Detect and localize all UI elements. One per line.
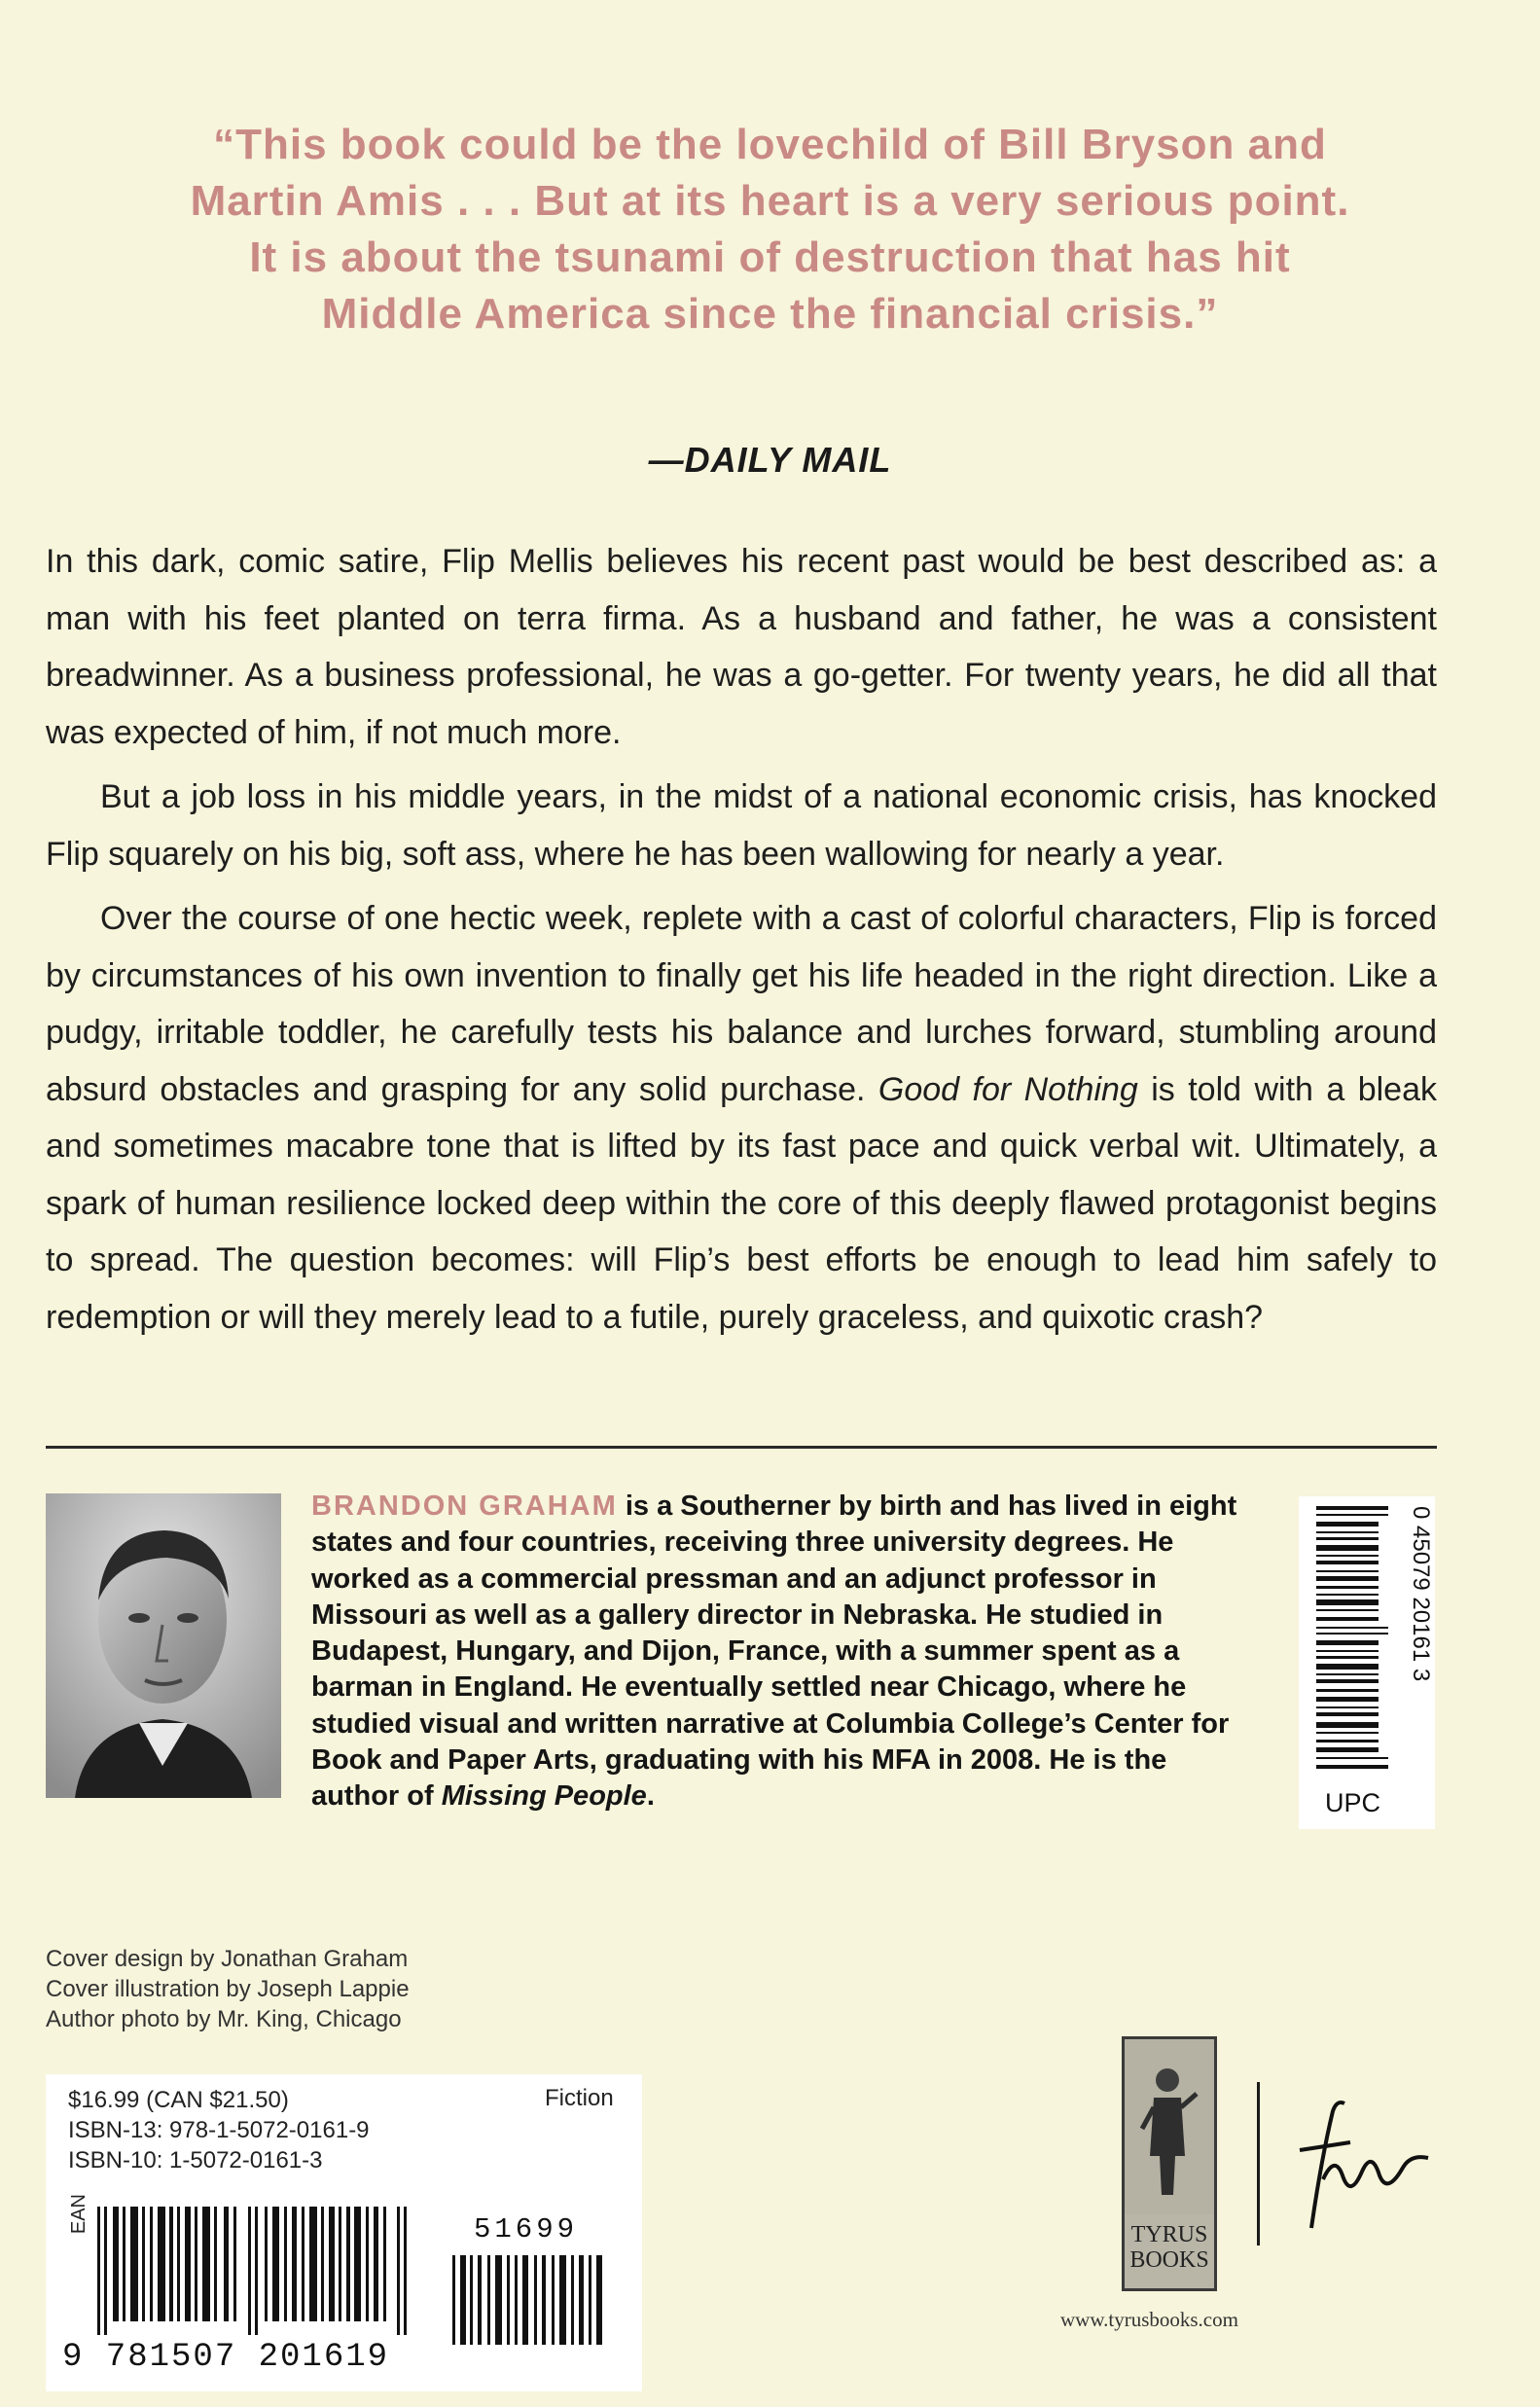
description-paragraph-2: But a job loss in his middle years, in the midst of a national economic crisis, has knocked Flip squarely on his big, soft ass, where he has been wallowing for nearly a year. xyxy=(46,778,1437,873)
author-portrait-illustration xyxy=(46,1493,281,1798)
ean-barcode xyxy=(97,2207,418,2335)
quote-attribution: —DAILY MAIL xyxy=(648,440,892,480)
pull-quote xyxy=(117,117,1423,342)
quote-line-2: Martin Amis . . . But at its heart is a very serious point. xyxy=(190,177,1350,225)
description-paragraph-1: In this dark, comic satire, Flip Mellis believes his recent past would be best described as: a man with his feet planted on terra firma. As a husband and father, he was a consistent breadwinner. As a business professional, he was a go-getter. For twenty years, he did all that was expected of him, if not much more. xyxy=(46,543,1437,751)
description-paragraph-3 xyxy=(46,890,1437,1346)
book-title: Good for Nothing xyxy=(877,1070,1138,1108)
logo-divider xyxy=(1257,2082,1260,2245)
author-previous-book: Missing People xyxy=(441,1780,647,1813)
price: $16.99 (CAN $21.50) xyxy=(68,2087,289,2113)
ean-label: EAN xyxy=(68,2194,90,2235)
quote-line-1: “This book could be the lovechild of Bill Bryson and xyxy=(213,121,1327,168)
upc-label: UPC xyxy=(1325,1788,1381,1817)
description-paragraph-3-start: Over the course of one hectic week, replete with a cast of colorful characters, Flip is forced by circumstances of his own invention to finally get his life headed in the right direction. Like a pudgy, irritable toddler, he carefully tests his balance and lurches forward, stumbling around absurd obstacles and grasping for any solid purchase. xyxy=(46,900,1437,1108)
addon-barcode xyxy=(452,2255,608,2345)
author-bio-end: . xyxy=(646,1780,655,1813)
author-name: BRANDON GRAHAM xyxy=(311,1491,618,1522)
quote-line-3: It is about the tsunami of destruction that has hit xyxy=(249,234,1291,281)
book-description xyxy=(46,533,1437,1346)
signature-mark xyxy=(1282,2082,1438,2238)
price-isbn-text xyxy=(68,2085,370,2175)
publisher-website: www.tyrusbooks.com xyxy=(1060,2308,1238,2331)
credit-author-photo: Author photo by Mr. King, Chicago xyxy=(46,2006,402,2032)
price-addon-digits: 51699 xyxy=(474,2213,579,2245)
author-bio xyxy=(311,1489,1257,1815)
credit-cover-illustration: Cover illustration by Joseph Lappie xyxy=(46,1976,410,2002)
isbn-13: ISBN-13: 978-1-5072-0161-9 xyxy=(68,2117,370,2143)
genre-label: Fiction xyxy=(545,2085,614,2111)
isbn-10: ISBN-10: 1-5072-0161-3 xyxy=(68,2147,323,2173)
ean-digits: 9 781507 201619 xyxy=(62,2339,390,2376)
author-bio-text: is a Southerner by birth and has lived in eight states and four countries, receiving three university degrees. He worked as a commercial pressman and an adjunct professor in Missouri as well as a gallery director in Nebraska. He studied in Budapest, Hungary, and Dijon, France, with a summer spent as a barman in England. He eventually settled near Chicago, where he studied visual and written narrative at Columbia College’s Center for Book and Paper Arts, graduating with his MFA in 2008. He is the author of xyxy=(311,1491,1237,1813)
description-paragraph-3-end: is told with a bleak and sometimes macabre tone that is lifted by its fast pace and quick verbal wit. Ultimately, a spark of human resilience locked deep within the core of this deeply flawed protagonist begins to spread. The question becomes: will Flip’s best efforts be enough to lead him safely to redemption or will they merely lead to a futile, purely graceless, and quixotic crash? xyxy=(46,1070,1437,1336)
quote-line-4: Middle America since the financial crisis.” xyxy=(321,290,1219,338)
credit-cover-design: Cover design by Jonathan Graham xyxy=(46,1946,409,1972)
publisher-name-line-2: BOOKS xyxy=(1129,2247,1209,2273)
publisher-name-line-1: TYRUS xyxy=(1130,2222,1208,2247)
section-divider xyxy=(46,1446,1437,1449)
upc-digits: 0 45079 20161 3 xyxy=(1408,1506,1434,1682)
upc-barcode xyxy=(1299,1496,1435,1829)
cover-credits xyxy=(46,1944,410,2034)
publisher-name xyxy=(1122,2222,1217,2273)
logo-figure-illustration xyxy=(1125,2039,1214,2214)
upc-bars xyxy=(1299,1496,1435,1788)
author-photo xyxy=(46,1493,281,1798)
